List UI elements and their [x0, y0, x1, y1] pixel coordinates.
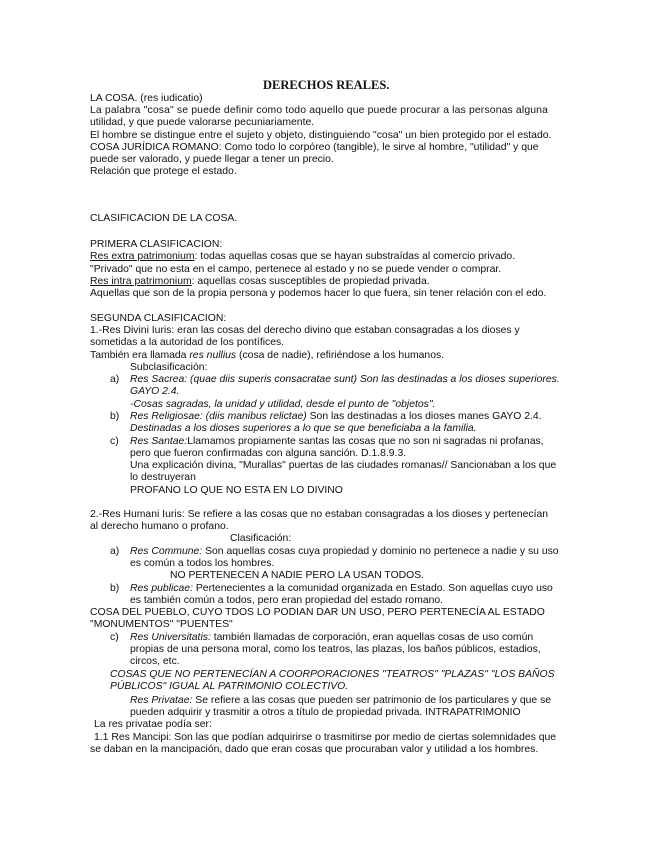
paragraph-line: "Privado" que no esta en el campo, pertenece al estado y no se puede vender o comprar. — [90, 264, 502, 275]
text-run: también llamadas de corporación, eran aquellas cosas de uso común — [210, 632, 534, 643]
list-item-text: lo destruyeran — [130, 472, 196, 483]
paragraph-line: sometidas a la autoridad de los pontífices. — [90, 337, 285, 348]
list-item-text: propias de una persona moral, como los teatros, las plazas, los baños públicos, estadios, — [130, 644, 541, 655]
list-item-text: Una explicación divina, "Murallas" puertas de las ciudades romanas// Sancionaban a los que — [130, 460, 557, 471]
paragraph-line: 1.-Res Divini Iuris: eran las cosas del derecho divino que estaban consagradas a los dioses y — [90, 325, 520, 336]
paragraph-line: La palabra "cosa" se puede definir como todo aquello que puede procurar a las personas alguna — [90, 105, 549, 116]
text-run: Llamamos propiamente santas las cosas que no son ni sagradas ni profanas, — [187, 436, 544, 447]
list-item-text: es común a todos los hombres. — [130, 558, 275, 569]
term-res-privatae: Res Privatae: — [130, 695, 193, 706]
list-item-text: pero que fueron confirmadas con alguna sanción. D.1.8.9.3. — [130, 448, 407, 459]
definition-line — [90, 251, 515, 263]
paragraph-line: Relación que protege el estado. — [90, 166, 237, 177]
term-res-universitatis: Res Universitatis: — [130, 632, 211, 643]
list-item-text: circos, etc. — [130, 656, 180, 667]
list-item-text: -Cosas sagradas, la unidad y utilidad, desde el punto de "objetos". — [130, 399, 436, 410]
definition-text: : todas aquellas cosas que se hayan substraídas al comercio privado. — [194, 251, 516, 262]
paragraph-line: 2.-Res Humani Iuris: Se refiere a las cosas que no estaban consagradas a los dioses y pertenecían — [90, 509, 549, 520]
text-run: (cosa de nadie), refiriéndose a los humanos. — [236, 350, 445, 361]
list-marker: c) — [110, 632, 119, 643]
text-run: Se refiere a las cosas que pueden ser patrimonio de los particulares y que se — [192, 695, 552, 706]
paragraph-line — [90, 350, 444, 362]
paragraph-line: 1.1 Res Mancipi: Son las que podían adquirirse o trasmitirse por medio de ciertas solemnidades que — [94, 732, 557, 743]
term-res-nullius: res nullius — [189, 350, 237, 361]
section-heading-cosa: LA COSA. (res iudicatio) — [90, 93, 203, 104]
term-res-religiosae: Res Religiosae: (diis manibus relictae) — [130, 411, 307, 422]
list-marker: b) — [110, 411, 120, 422]
list-item-text: COSAS QUE NO PERTENECÍAN A COORPORACIONES "TEATROS" "PLAZAS" "LOS BAÑOS — [110, 669, 555, 680]
paragraph-line: se daban en la mancipación, dado que eran cosas que procuraban valor y utilidad a los hombres. — [90, 744, 539, 755]
paragraph-line: puede ser valorado, y puede llegar a tener un precio. — [90, 154, 334, 165]
term-intra-patrimonium: Res intra patrimonium — [90, 276, 192, 287]
paragraph-line: utilidad, y que puede valorarse pecuniariamente. — [90, 117, 315, 128]
paragraph-line: El hombre se distingue entre el sujeto y objeto, distinguiendo "cosa" un bien protegido por el estado. — [90, 130, 552, 141]
text-run: También era llamada — [90, 350, 190, 361]
list-item-text — [130, 436, 544, 448]
list-item-text: PÚBLICOS" IGUAL AL PATRIMONIO COLECTIVO. — [110, 681, 349, 692]
list-item-text — [130, 583, 553, 595]
text-run: Son las destinadas a los dioses manes GAYO 2.4. — [306, 411, 542, 422]
term-res-commune: Res Commune: — [130, 546, 203, 557]
definition-text: : aquellas cosas susceptibles de propiedad privada. — [191, 276, 430, 287]
paragraph-line: COSA DEL PUEBLO, CUYO TDOS LO PODIAN DAR UN USO, PERO PERTENECÍA AL ESTADO — [90, 607, 545, 618]
text-run: Son aquellas cosas cuya propiedad y dominio no pertenece a nadie y su uso — [202, 546, 559, 557]
section-heading-segunda: SEGUNDA CLASIFICACION: — [90, 313, 227, 324]
page-title: DERECHOS REALES. — [263, 78, 390, 92]
text-run: Pertenecientes a la comunidad organizada en Estado. Son aquellas cuyo uso — [192, 583, 553, 594]
list-item-text — [130, 546, 559, 558]
list-marker: a) — [110, 374, 120, 385]
list-item-text — [130, 411, 542, 423]
paragraph-line: al derecho humano o profano. — [90, 521, 229, 532]
list-marker: a) — [110, 546, 120, 557]
list-item-text — [130, 695, 551, 707]
list-item-text: NO PERTENECEN A NADIE PERO LA USAN TODOS. — [170, 570, 425, 581]
section-heading-primera: PRIMERA CLASIFICACION: — [90, 239, 223, 250]
subheading-clasificacion: Clasificación: — [230, 533, 292, 544]
list-marker: b) — [110, 583, 120, 594]
paragraph-line: COSA JURÍDICA ROMANO: Como todo lo corpóreo (tangible), le sirve al hombre, "utilidad" y que — [90, 142, 539, 153]
list-item-text: es también común a todos, pero eran propiedad del estado romano. — [130, 595, 444, 606]
subheading-subclasificacion: Subclasificación: — [130, 362, 208, 373]
term-extra-patrimonium: Res extra patrimonium — [90, 251, 195, 262]
paragraph-line: Aquellas que son de la propia persona y podemos hacer lo que fuera, sin tener relación con el edo. — [90, 288, 547, 299]
list-item-text: Res Sacrea: (quae diis superis consacratae sunt) Son las destinadas a los dioses superiores. — [130, 374, 560, 385]
term-res-santae: Res Santae: — [130, 436, 188, 447]
section-heading-clasificacion: CLASIFICACION DE LA COSA. — [90, 213, 238, 224]
list-item-text: PROFANO LO QUE NO ESTA EN LO DIVINO — [130, 485, 343, 496]
paragraph-line: "MONUMENTOS" "PUENTES" — [90, 619, 233, 630]
list-marker: c) — [110, 436, 119, 447]
definition-line — [90, 276, 430, 288]
list-item-text: Destinadas a los dioses superiores a lo que se que beneficiaba a la familia. — [130, 423, 477, 434]
list-item-text: GAYO 2.4. — [130, 386, 180, 397]
paragraph-line: La res privatae podía ser: — [94, 719, 212, 730]
list-item-text — [130, 632, 533, 644]
term-res-publicae: Res publicae: — [130, 583, 193, 594]
list-item-text: pueden adquirir y trasmitir a otros a título de propiedad privada. INTRAPATRIMONIO — [130, 707, 521, 718]
